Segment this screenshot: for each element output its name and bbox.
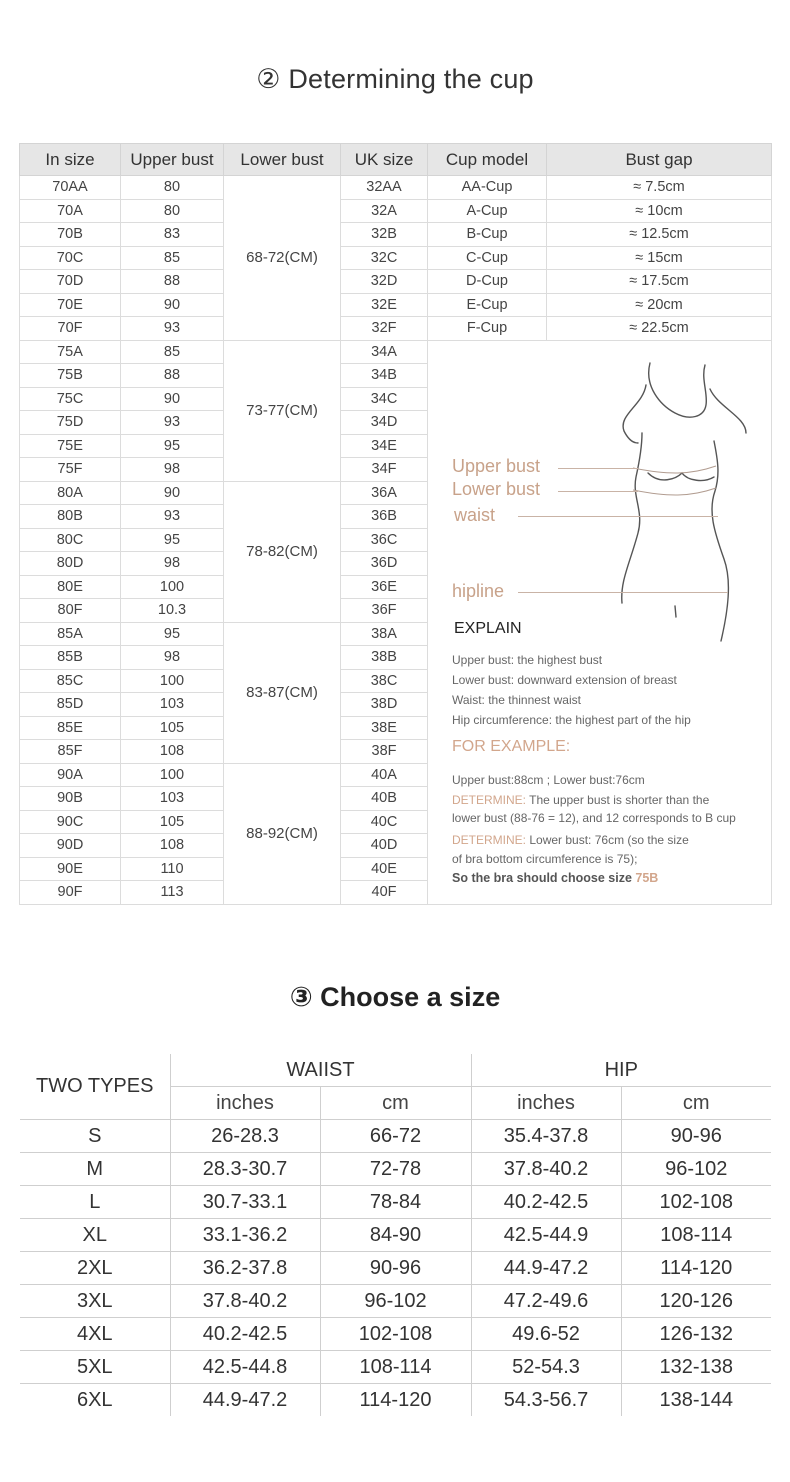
in-size-cell: 90A <box>20 763 121 787</box>
upper-bust-cell: 110 <box>121 857 224 881</box>
uk-size-cell: 34F <box>341 458 428 482</box>
uk-size-cell: 34C <box>341 387 428 411</box>
size-row <box>20 1120 771 1153</box>
unit-waist-cm: cm <box>320 1087 471 1120</box>
cup-model-cell: A-Cup <box>428 199 547 223</box>
uk-size-cell: 40D <box>341 834 428 858</box>
hip-inches-cell: 54.3-56.7 <box>471 1384 621 1417</box>
cup-table-row <box>20 199 772 223</box>
size-label-cell: 2XL <box>20 1252 170 1285</box>
explain-line-1: Upper bust: the highest bust <box>452 652 603 667</box>
upper-bust-cell: 100 <box>121 669 224 693</box>
waist-inches-cell: 40.2-42.5 <box>170 1318 320 1351</box>
size-row <box>20 1186 771 1219</box>
hip-inches-cell: 40.2-42.5 <box>471 1186 621 1219</box>
waist-inches-cell: 42.5-44.8 <box>170 1351 320 1384</box>
determine-2-line <box>452 834 689 846</box>
size-label-cell: L <box>20 1186 170 1219</box>
uk-size-cell: 32B <box>341 223 428 247</box>
bust-gap-cell: ≈ 20cm <box>547 293 772 317</box>
size-row <box>20 1285 771 1318</box>
upper-bust-cell: 80 <box>121 176 224 200</box>
hip-inches-cell: 49.6-52 <box>471 1318 621 1351</box>
upper-bust-cell: 10.3 <box>121 599 224 623</box>
uk-size-cell: 40E <box>341 857 428 881</box>
hip-inches-cell: 47.2-49.6 <box>471 1285 621 1318</box>
upper-bust-cell: 85 <box>121 246 224 270</box>
cup-table-row <box>20 340 772 364</box>
waist-cm-cell: 72-78 <box>320 1153 471 1186</box>
unit-hip-inches: inches <box>471 1087 621 1120</box>
lower-bust-cell: 78-82(CM) <box>224 481 341 622</box>
hipline-label: hipline <box>452 580 505 601</box>
cup-table-row <box>20 223 772 247</box>
waist-label: waist <box>454 504 496 525</box>
explain-heading: EXPLAIN <box>454 619 522 637</box>
uk-size-cell: 32AA <box>341 176 428 200</box>
waist-inches-cell: 44.9-47.2 <box>170 1384 320 1417</box>
upper-bust-curve <box>633 466 716 473</box>
in-size-cell: 80C <box>20 528 121 552</box>
cup-model-cell: AA-Cup <box>428 176 547 200</box>
lower-bust-cell: 68-72(CM) <box>224 176 341 341</box>
hip-cm-cell: 138-144 <box>621 1384 771 1417</box>
cup-model-cell: D-Cup <box>428 270 547 294</box>
in-size-cell: 70E <box>20 293 121 317</box>
header-uk-size: UK size <box>341 144 428 176</box>
explain-line-2: Lower bust: downward extension of breast <box>452 672 677 687</box>
determine-2-label: DETERMINE: <box>452 832 527 847</box>
size-label-cell: XL <box>20 1219 170 1252</box>
in-size-cell: 75B <box>20 364 121 388</box>
header-cup-model: Cup model <box>428 144 547 176</box>
determine-1-line <box>452 794 709 806</box>
header-upper-bust: Upper bust <box>121 144 224 176</box>
cup-table-header-row <box>20 144 772 176</box>
cup-table-row <box>20 293 772 317</box>
uk-size-cell: 38A <box>341 622 428 646</box>
in-size-cell: 85B <box>20 646 121 670</box>
bust-gap-cell: ≈ 15cm <box>547 246 772 270</box>
upper-bust-cell: 83 <box>121 223 224 247</box>
cup-model-cell: B-Cup <box>428 223 547 247</box>
upper-bust-cell: 100 <box>121 763 224 787</box>
size-header-row <box>20 1054 771 1087</box>
silhouette-outline <box>622 363 746 641</box>
uk-size-cell: 32D <box>341 270 428 294</box>
in-size-cell: 75E <box>20 434 121 458</box>
waist-cm-cell: 108-114 <box>320 1351 471 1384</box>
size-row <box>20 1153 771 1186</box>
in-size-cell: 85D <box>20 693 121 717</box>
uk-size-cell: 34B <box>341 364 428 388</box>
hip-inches-cell: 52-54.3 <box>471 1351 621 1384</box>
cup-model-cell: C-Cup <box>428 246 547 270</box>
hip-inches-cell: 37.8-40.2 <box>471 1153 621 1186</box>
waist-cm-cell: 84-90 <box>320 1219 471 1252</box>
bust-gap-cell: ≈ 12.5cm <box>547 223 772 247</box>
upper-bust-cell: 80 <box>121 199 224 223</box>
uk-size-cell: 32C <box>341 246 428 270</box>
uk-size-cell: 38B <box>341 646 428 670</box>
in-size-cell: 85F <box>20 740 121 764</box>
in-size-cell: 90C <box>20 810 121 834</box>
navel-mark <box>675 606 676 617</box>
uk-size-cell: 38D <box>341 693 428 717</box>
in-size-cell: 70AA <box>20 176 121 200</box>
uk-size-cell: 36F <box>341 599 428 623</box>
waist-leader <box>518 516 718 517</box>
conclusion-size: 75B <box>635 870 659 885</box>
determine-1-label: DETERMINE: <box>452 792 527 807</box>
lower-bust-cell: 83-87(CM) <box>224 622 341 763</box>
upper-bust-cell: 95 <box>121 434 224 458</box>
size-row <box>20 1318 771 1351</box>
hip-cm-cell: 90-96 <box>621 1120 771 1153</box>
waist-inches-cell: 33.1-36.2 <box>170 1219 320 1252</box>
uk-size-cell: 32E <box>341 293 428 317</box>
hip-inches-cell: 42.5-44.9 <box>471 1219 621 1252</box>
right-shoulder-line <box>710 389 746 433</box>
in-size-cell: 70C <box>20 246 121 270</box>
in-size-cell: 75A <box>20 340 121 364</box>
in-size-cell: 75C <box>20 387 121 411</box>
in-size-cell: 80D <box>20 552 121 576</box>
bust-gap-cell: ≈ 22.5cm <box>547 317 772 341</box>
left-body-line <box>622 433 642 603</box>
upper-bust-cell: 105 <box>121 810 224 834</box>
in-size-cell: 70B <box>20 223 121 247</box>
upper-bust-cell: 105 <box>121 716 224 740</box>
waist-cm-cell: 66-72 <box>320 1120 471 1153</box>
upper-bust-leader <box>558 468 638 469</box>
explanation-box <box>428 341 771 904</box>
header-lower-bust: Lower bust <box>224 144 341 176</box>
for-example-heading: FOR EXAMPLE: <box>452 737 571 755</box>
size-row <box>20 1351 771 1384</box>
uk-size-cell: 38F <box>341 740 428 764</box>
lower-bust-curve <box>633 488 716 495</box>
upper-bust-cell: 108 <box>121 740 224 764</box>
size-label-cell: M <box>20 1153 170 1186</box>
lower-bust-label: Lower bust <box>452 478 541 499</box>
size-row <box>20 1384 771 1417</box>
upper-bust-cell: 103 <box>121 787 224 811</box>
two-types-header: TWO TYPES <box>36 1075 154 1097</box>
lower-bust-leader <box>558 491 638 492</box>
bust-gap-cell: ≈ 7.5cm <box>547 176 772 200</box>
waist-cm-cell: 90-96 <box>320 1252 471 1285</box>
upper-bust-cell: 88 <box>121 270 224 294</box>
size-label-cell: 5XL <box>20 1351 170 1384</box>
example-line: Upper bust:88cm ; Lower bust:76cm <box>452 772 645 787</box>
header-bust-gap: Bust gap <box>547 144 772 176</box>
upper-bust-cell: 95 <box>121 622 224 646</box>
size-chart-table <box>20 1054 771 1416</box>
in-size-cell: 70F <box>20 317 121 341</box>
upper-bust-cell: 88 <box>121 364 224 388</box>
cup-table-row <box>20 246 772 270</box>
waist-inches-cell: 30.7-33.1 <box>170 1186 320 1219</box>
in-size-cell: 90D <box>20 834 121 858</box>
upper-bust-cell: 108 <box>121 834 224 858</box>
size-section-title: ③ Choose a size <box>289 982 501 1012</box>
hip-header: HIP <box>471 1054 771 1087</box>
in-size-cell: 85C <box>20 669 121 693</box>
explain-line-3: Waist: the thinnest waist <box>452 692 581 707</box>
size-label-cell: 4XL <box>20 1318 170 1351</box>
determine-1-continuation: lower bust (88-76 = 12), and 12 corresponds to B cup <box>452 810 736 825</box>
size-label-cell: 3XL <box>20 1285 170 1318</box>
bust-gap-cell: ≈ 17.5cm <box>547 270 772 294</box>
size-row <box>20 1252 771 1285</box>
hip-cm-cell: 126-132 <box>621 1318 771 1351</box>
in-size-cell: 80E <box>20 575 121 599</box>
waist-cm-cell: 78-84 <box>320 1186 471 1219</box>
in-size-cell: 80B <box>20 505 121 529</box>
uk-size-cell: 40B <box>341 787 428 811</box>
uk-size-cell: 32F <box>341 317 428 341</box>
uk-size-cell: 32A <box>341 199 428 223</box>
waist-inches-cell: 26-28.3 <box>170 1120 320 1153</box>
bust-contour <box>648 473 714 480</box>
upper-bust-cell: 98 <box>121 458 224 482</box>
uk-size-cell: 36B <box>341 505 428 529</box>
lower-bust-cell: 88-92(CM) <box>224 763 341 904</box>
hip-inches-cell: 35.4-37.8 <box>471 1120 621 1153</box>
uk-size-cell: 40C <box>341 810 428 834</box>
size-label-cell: 6XL <box>20 1384 170 1417</box>
in-size-cell: 75D <box>20 411 121 435</box>
in-size-cell: 90F <box>20 881 121 905</box>
uk-size-cell: 36A <box>341 481 428 505</box>
uk-size-cell: 36C <box>341 528 428 552</box>
uk-size-cell: 34A <box>341 340 428 364</box>
hip-cm-cell: 114-120 <box>621 1252 771 1285</box>
hipline-leader <box>518 592 728 593</box>
lower-bust-cell: 73-77(CM) <box>224 340 341 481</box>
size-row <box>20 1219 771 1252</box>
upper-bust-cell: 103 <box>121 693 224 717</box>
in-size-cell: 85A <box>20 622 121 646</box>
cup-section-title: ② Determining the cup <box>256 64 534 94</box>
cup-size-table <box>19 143 772 905</box>
in-size-cell: 75F <box>20 458 121 482</box>
upper-bust-cell: 90 <box>121 293 224 317</box>
in-size-cell: 90E <box>20 857 121 881</box>
in-size-cell: 80A <box>20 481 121 505</box>
hip-cm-cell: 108-114 <box>621 1219 771 1252</box>
hip-cm-cell: 120-126 <box>621 1285 771 1318</box>
conclusion-text: So the bra should choose size <box>452 870 632 885</box>
bust-gap-cell: ≈ 10cm <box>547 199 772 223</box>
in-size-cell: 80F <box>20 599 121 623</box>
uk-size-cell: 36D <box>341 552 428 576</box>
in-size-cell: 90B <box>20 787 121 811</box>
uk-size-cell: 38C <box>341 669 428 693</box>
waist-cm-cell: 102-108 <box>320 1318 471 1351</box>
waist-cm-cell: 114-120 <box>320 1384 471 1417</box>
hip-cm-cell: 96-102 <box>621 1153 771 1186</box>
in-size-cell: 70A <box>20 199 121 223</box>
hip-cm-cell: 132-138 <box>621 1351 771 1384</box>
in-size-cell: 70D <box>20 270 121 294</box>
size-label-cell: S <box>20 1120 170 1153</box>
uk-size-cell: 40F <box>341 881 428 905</box>
cup-table-row <box>20 176 772 200</box>
waist-cm-cell: 96-102 <box>320 1285 471 1318</box>
uk-size-cell: 34E <box>341 434 428 458</box>
uk-size-cell: 40A <box>341 763 428 787</box>
upper-bust-cell: 113 <box>121 881 224 905</box>
upper-bust-label: Upper bust <box>452 455 541 476</box>
determine-2-text: Lower bust: 76cm (so the size <box>529 832 689 847</box>
waist-inches-cell: 36.2-37.8 <box>170 1252 320 1285</box>
hip-cm-cell: 102-108 <box>621 1186 771 1219</box>
cup-model-cell: F-Cup <box>428 317 547 341</box>
uk-size-cell: 38E <box>341 716 428 740</box>
upper-bust-cell: 93 <box>121 505 224 529</box>
upper-bust-cell: 98 <box>121 552 224 576</box>
hip-inches-cell: 44.9-47.2 <box>471 1252 621 1285</box>
cup-table-row <box>20 270 772 294</box>
upper-bust-cell: 100 <box>121 575 224 599</box>
explanation-panel <box>428 340 772 904</box>
unit-waist-inches: inches <box>170 1087 320 1120</box>
right-body-line <box>712 441 728 641</box>
unit-hip-cm: cm <box>621 1087 771 1120</box>
cup-model-cell: E-Cup <box>428 293 547 317</box>
determine-1-text: The upper bust is shorter than the <box>529 792 710 807</box>
in-size-cell: 85E <box>20 716 121 740</box>
upper-bust-cell: 90 <box>121 481 224 505</box>
conclusion-line <box>452 872 658 885</box>
waist-inches-cell: 28.3-30.7 <box>170 1153 320 1186</box>
upper-bust-cell: 95 <box>121 528 224 552</box>
determine-2-continuation: of bra bottom circumference is 75); <box>452 851 638 866</box>
neck-line <box>649 363 707 417</box>
upper-bust-cell: 93 <box>121 411 224 435</box>
waist-header: WAIIST <box>170 1054 471 1087</box>
cup-table-row <box>20 317 772 341</box>
header-in-size: In size <box>20 144 121 176</box>
explain-line-4: Hip circumference: the highest part of the hip <box>452 712 691 727</box>
upper-bust-cell: 98 <box>121 646 224 670</box>
waist-inches-cell: 37.8-40.2 <box>170 1285 320 1318</box>
uk-size-cell: 34D <box>341 411 428 435</box>
upper-bust-cell: 93 <box>121 317 224 341</box>
upper-bust-cell: 90 <box>121 387 224 411</box>
upper-bust-cell: 85 <box>121 340 224 364</box>
uk-size-cell: 36E <box>341 575 428 599</box>
